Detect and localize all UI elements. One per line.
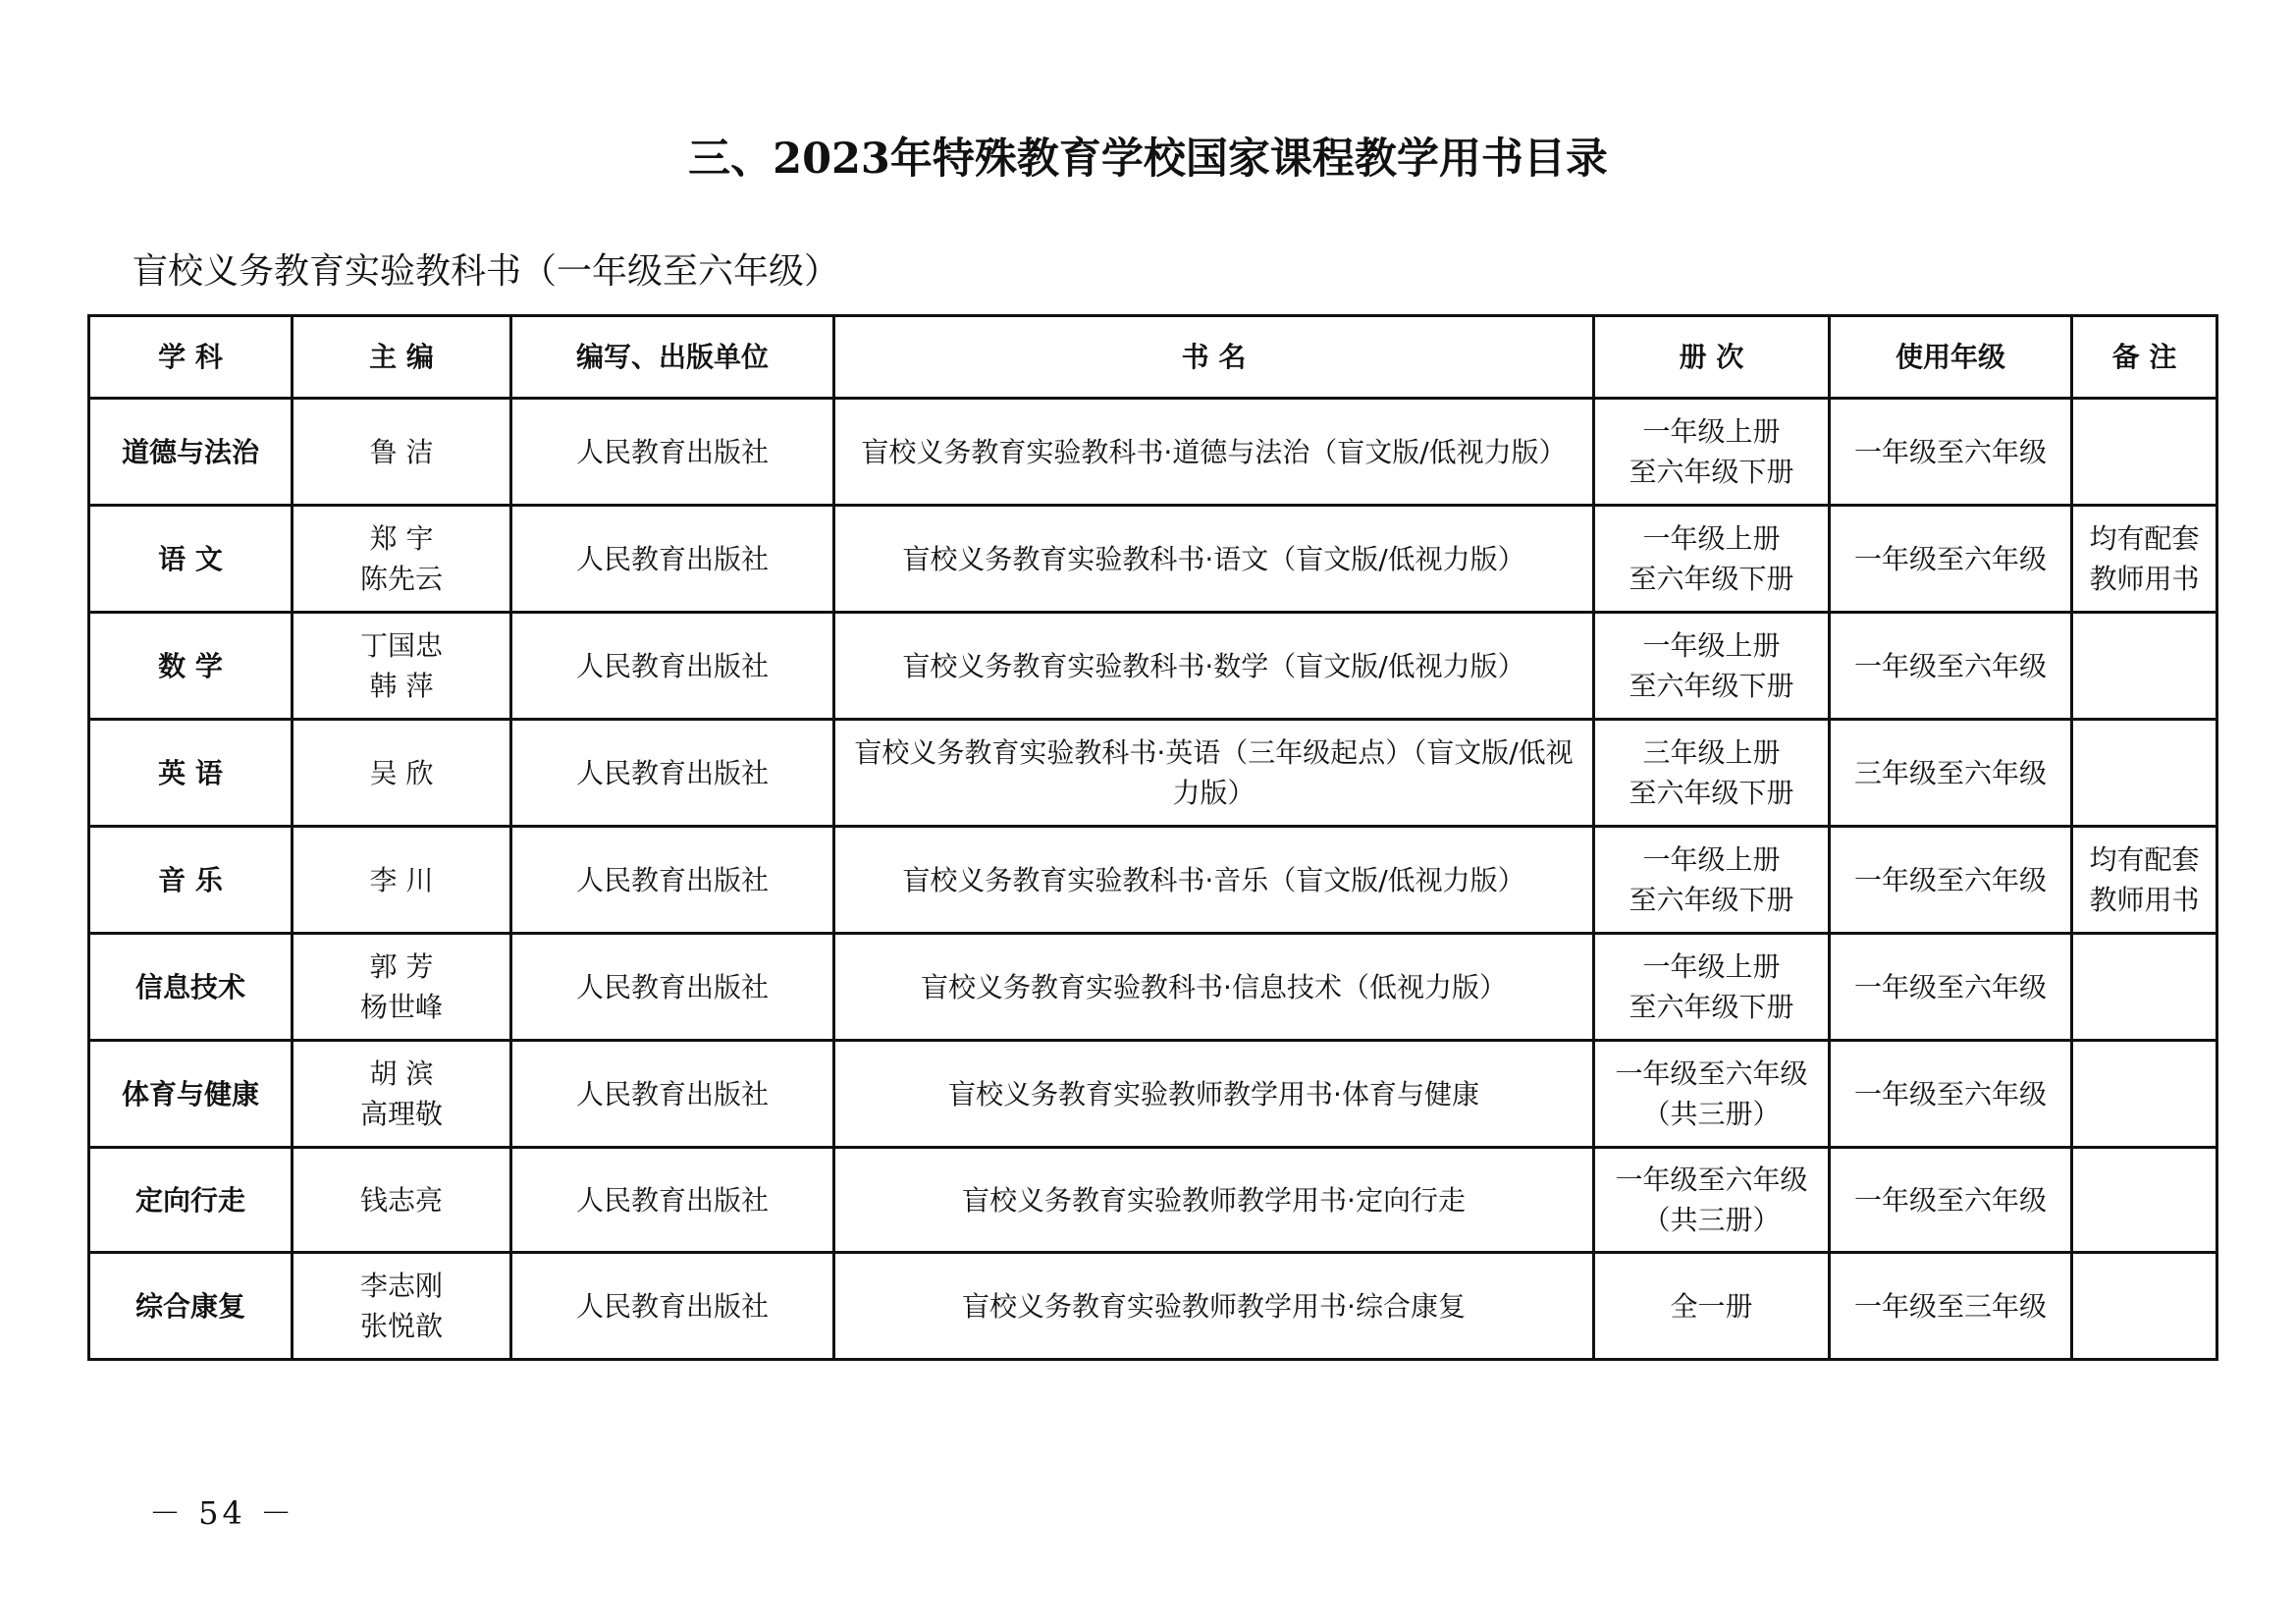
- grades-cell: 一年级至六年级: [1830, 827, 2072, 934]
- subject-cell: 信息技术: [89, 934, 293, 1041]
- volume-line: 一年级上册: [1642, 843, 1781, 876]
- table-row: [89, 506, 2217, 613]
- subject-cell: 定向行走: [89, 1148, 293, 1253]
- section-heading: 盲校义务教育实验教科书（一年级至六年级）: [133, 251, 840, 292]
- subject-cell: 道德与法治: [89, 399, 293, 506]
- volume-line: 三年级上册: [1642, 736, 1781, 769]
- volumes-cell: [1594, 399, 1830, 506]
- editor-name: 高理敬: [359, 1098, 443, 1130]
- publisher-cell: 人民教育出版社: [511, 506, 834, 613]
- notes-cell: [2072, 399, 2217, 506]
- book-title-cell: 盲校义务教育实验教师教学用书·体育与健康: [834, 1041, 1594, 1148]
- volume-line: 至六年级下册: [1629, 884, 1794, 916]
- editor-name: 吴 欣: [369, 756, 434, 789]
- volumes-cell: [1594, 720, 1830, 827]
- notes-cell: [2072, 720, 2217, 827]
- book-title-cell: 盲校义务教育实验教科书·道德与法治（盲文版/低视力版）: [834, 399, 1594, 506]
- note-line: 均有配套: [2089, 843, 2200, 876]
- volume-line: 至六年级下册: [1629, 563, 1794, 595]
- notes-cell: [2072, 827, 2217, 934]
- editor-name: 鲁 洁: [369, 435, 434, 468]
- volumes-cell: [1594, 1148, 1830, 1253]
- header-subject: 学 科: [89, 316, 293, 399]
- grades-cell: 一年级至六年级: [1830, 934, 2072, 1041]
- grades-cell: 一年级至六年级: [1830, 1041, 2072, 1148]
- volume-line: 一年级上册: [1642, 629, 1781, 662]
- editor-cell: [293, 720, 511, 827]
- editor-name: 郑 宇: [369, 522, 434, 555]
- grades-cell: 三年级至六年级: [1830, 720, 2072, 827]
- notes-cell: [2072, 506, 2217, 613]
- table-row: [89, 720, 2217, 827]
- editor-name: 杨世峰: [359, 991, 443, 1023]
- textbook-catalog-table: [87, 314, 2218, 1361]
- table-row: [89, 1253, 2217, 1360]
- subject-cell: 综合康复: [89, 1253, 293, 1360]
- note-line: 均有配套: [2089, 522, 2200, 555]
- table-row: [89, 399, 2217, 506]
- subject-cell: 音 乐: [89, 827, 293, 934]
- editor-name: 李 川: [369, 863, 434, 896]
- volumes-cell: [1594, 1253, 1830, 1360]
- header-grades: 使用年级: [1830, 316, 2072, 399]
- publisher-cell: 人民教育出版社: [511, 827, 834, 934]
- note-line: 教师用书: [2089, 563, 2200, 595]
- grades-cell: 一年级至六年级: [1830, 506, 2072, 613]
- volume-line: 至六年级下册: [1629, 991, 1794, 1023]
- grades-cell: 一年级至三年级: [1830, 1253, 2072, 1360]
- editor-cell: [293, 399, 511, 506]
- grades-cell: 一年级至六年级: [1830, 399, 2072, 506]
- header-volumes: 册 次: [1594, 316, 1830, 399]
- header-editor: 主 编: [293, 316, 511, 399]
- volume-line: 一年级上册: [1642, 522, 1781, 555]
- volumes-cell: [1594, 1041, 1830, 1148]
- volumes-cell: [1594, 934, 1830, 1041]
- book-title-cell: 盲校义务教育实验教科书·数学（盲文版/低视力版）: [834, 613, 1594, 720]
- volumes-cell: [1594, 827, 1830, 934]
- publisher-cell: 人民教育出版社: [511, 1148, 834, 1253]
- volume-line: 至六年级下册: [1629, 670, 1794, 702]
- book-title-cell: 盲校义务教育实验教科书·信息技术（低视力版）: [834, 934, 1594, 1041]
- grades-cell: 一年级至六年级: [1830, 1148, 2072, 1253]
- table-row: [89, 827, 2217, 934]
- volume-line: 一年级至六年级: [1615, 1164, 1808, 1196]
- editor-cell: [293, 506, 511, 613]
- editor-cell: [293, 1041, 511, 1148]
- header-book-title: 书 名: [834, 316, 1594, 399]
- publisher-cell: 人民教育出版社: [511, 613, 834, 720]
- grades-cell: 一年级至六年级: [1830, 613, 2072, 720]
- volume-line: 一年级上册: [1642, 950, 1781, 983]
- book-title-cell: 盲校义务教育实验教科书·语文（盲文版/低视力版）: [834, 506, 1594, 613]
- volume-line: 全一册: [1670, 1289, 1753, 1323]
- volume-line: （共三册）: [1642, 1098, 1781, 1130]
- book-title-cell: 盲校义务教育实验教科书·英语（三年级起点）（盲文版/低视力版）: [834, 720, 1594, 827]
- editor-cell: [293, 934, 511, 1041]
- volumes-cell: [1594, 613, 1830, 720]
- notes-cell: [2072, 934, 2217, 1041]
- publisher-cell: 人民教育出版社: [511, 934, 834, 1041]
- editor-name: 钱志亮: [359, 1183, 443, 1217]
- book-title-cell: 盲校义务教育实验教师教学用书·定向行走: [834, 1148, 1594, 1253]
- notes-cell: [2072, 1041, 2217, 1148]
- notes-cell: [2072, 613, 2217, 720]
- volume-line: 一年级至六年级: [1615, 1057, 1808, 1090]
- editor-cell: [293, 1148, 511, 1253]
- volume-line: 一年级上册: [1642, 415, 1781, 448]
- subject-cell: 体育与健康: [89, 1041, 293, 1148]
- table-row: [89, 613, 2217, 720]
- editor-name: 丁国忠: [359, 629, 443, 662]
- volume-line: 至六年级下册: [1629, 777, 1794, 809]
- page-number: － 54 －: [149, 1494, 296, 1532]
- volume-line: 至六年级下册: [1629, 456, 1794, 488]
- volumes-cell: [1594, 506, 1830, 613]
- editor-name: 韩 萍: [369, 670, 434, 702]
- subject-cell: 数 学: [89, 613, 293, 720]
- editor-cell: [293, 1253, 511, 1360]
- publisher-cell: 人民教育出版社: [511, 1253, 834, 1360]
- book-title-cell: 盲校义务教育实验教科书·音乐（盲文版/低视力版）: [834, 827, 1594, 934]
- editor-name: 胡 滨: [369, 1057, 434, 1090]
- volume-line: （共三册）: [1642, 1204, 1781, 1236]
- editor-cell: [293, 613, 511, 720]
- editor-name: 李志刚: [359, 1270, 443, 1302]
- publisher-cell: 人民教育出版社: [511, 399, 834, 506]
- table-row: [89, 934, 2217, 1041]
- header-notes: 备 注: [2072, 316, 2217, 399]
- header-publisher: 编写、出版单位: [511, 316, 834, 399]
- notes-cell: [2072, 1253, 2217, 1360]
- publisher-cell: 人民教育出版社: [511, 720, 834, 827]
- editor-name: 陈先云: [359, 563, 443, 595]
- subject-cell: 英 语: [89, 720, 293, 827]
- subject-cell: 语 文: [89, 506, 293, 613]
- editor-cell: [293, 827, 511, 934]
- page-title: 三、2023年特殊教育学校国家课程教学用书目录: [688, 135, 1608, 184]
- notes-cell: [2072, 1148, 2217, 1253]
- book-title-cell: 盲校义务教育实验教师教学用书·综合康复: [834, 1253, 1594, 1360]
- table-row: [89, 1148, 2217, 1253]
- publisher-cell: 人民教育出版社: [511, 1041, 834, 1148]
- note-line: 教师用书: [2089, 884, 2200, 916]
- editor-name: 郭 芳: [369, 950, 434, 983]
- editor-name: 张悦歆: [359, 1310, 443, 1342]
- header-row: [89, 316, 2217, 399]
- table-row: [89, 1041, 2217, 1148]
